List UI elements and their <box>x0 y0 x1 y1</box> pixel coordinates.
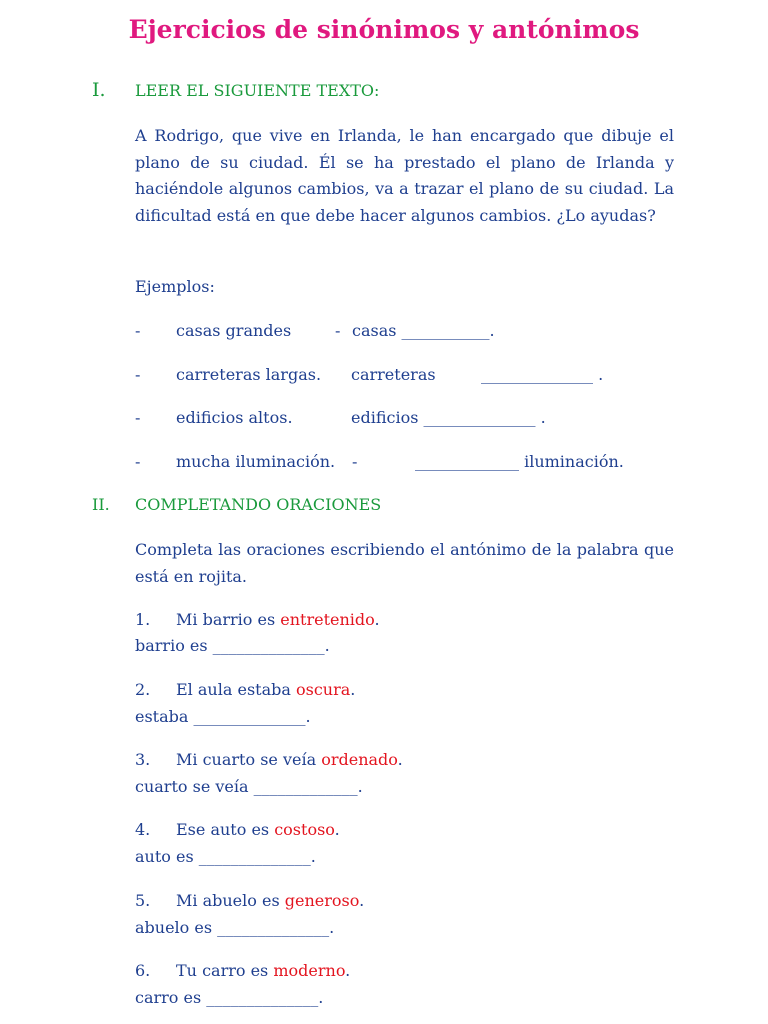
item-number: 5. <box>135 891 151 910</box>
highlighted-word: costoso <box>274 820 335 839</box>
item-sentence: Tu carro es moderno. <box>176 961 351 980</box>
item-number: 2. <box>135 680 151 699</box>
item-sentence: Mi cuarto se veía ordenado. <box>176 750 403 769</box>
item-answer-line: estaba ______________. <box>135 707 311 726</box>
item-number: 6. <box>135 961 151 980</box>
item-number: 3. <box>135 750 151 769</box>
highlighted-word: ordenado <box>321 750 398 769</box>
example-dash: - <box>135 365 141 384</box>
item-answer-line: auto es ______________. <box>135 847 316 866</box>
highlighted-word: moderno <box>273 961 346 980</box>
item-sentence: Mi barrio es entretenido. <box>176 610 380 629</box>
highlighted-word: oscura <box>295 680 351 699</box>
reading-paragraph: A Rodrigo, que vive en Irlanda, le han encargado que dibuje el plano de su ciudad. Él se ha prestado el plano de Irlanda y haciéndole algunos cambios, va a trazar el plano de su ciudad. La dificultad está en que debe hacer algunos cambios. ¿Lo ayudas? <box>135 126 674 225</box>
example-dash-2: - <box>352 452 358 471</box>
example-answer: casas ___________. <box>352 321 495 340</box>
section-1-heading: LEER EL SIGUIENTE TEXTO: <box>135 81 380 100</box>
section-2-heading: COMPLETANDO ORACIONES <box>135 495 382 514</box>
page-title: Ejercicios de sinónimos y antónimos <box>128 15 640 44</box>
example-dash-2: - <box>335 321 341 340</box>
example-blank: ______________ . <box>481 365 604 384</box>
item-sentence: Mi abuelo es generoso. <box>176 891 365 910</box>
example-dash: - <box>135 452 141 471</box>
example-phrase: edificios altos. <box>176 408 293 427</box>
example-phrase: carreteras largas. <box>176 365 322 384</box>
example-dash: - <box>135 321 141 340</box>
example-answer: carreteras <box>351 365 436 384</box>
example-answer: edificios ______________ . <box>351 408 546 427</box>
example-dash: - <box>135 408 141 427</box>
section-1-numeral: I. <box>92 79 106 101</box>
instruction-paragraph: Completa las oraciones escribiendo el antónimo de la palabra que está en rojita. <box>135 540 674 586</box>
highlighted-word: generoso <box>284 891 360 910</box>
item-answer-line: cuarto se veía _____________. <box>135 777 363 796</box>
item-sentence: Ese auto es costoso. <box>176 820 340 839</box>
item-sentence: El aula estaba oscura. <box>176 680 356 699</box>
item-number: 4. <box>135 820 151 839</box>
example-phrase: mucha iluminación. <box>176 452 336 471</box>
item-answer-line: carro es ______________. <box>135 988 324 1007</box>
highlighted-word: entretenido <box>280 610 375 629</box>
item-answer-line: barrio es ______________. <box>135 636 330 655</box>
item-answer-line: abuelo es ______________. <box>135 918 335 937</box>
example-answer: _____________ iluminación. <box>415 452 624 471</box>
example-phrase: casas grandes <box>176 321 292 340</box>
examples-label: Ejemplos: <box>135 277 215 296</box>
item-number: 1. <box>135 610 151 629</box>
section-2-numeral: II. <box>92 495 110 514</box>
